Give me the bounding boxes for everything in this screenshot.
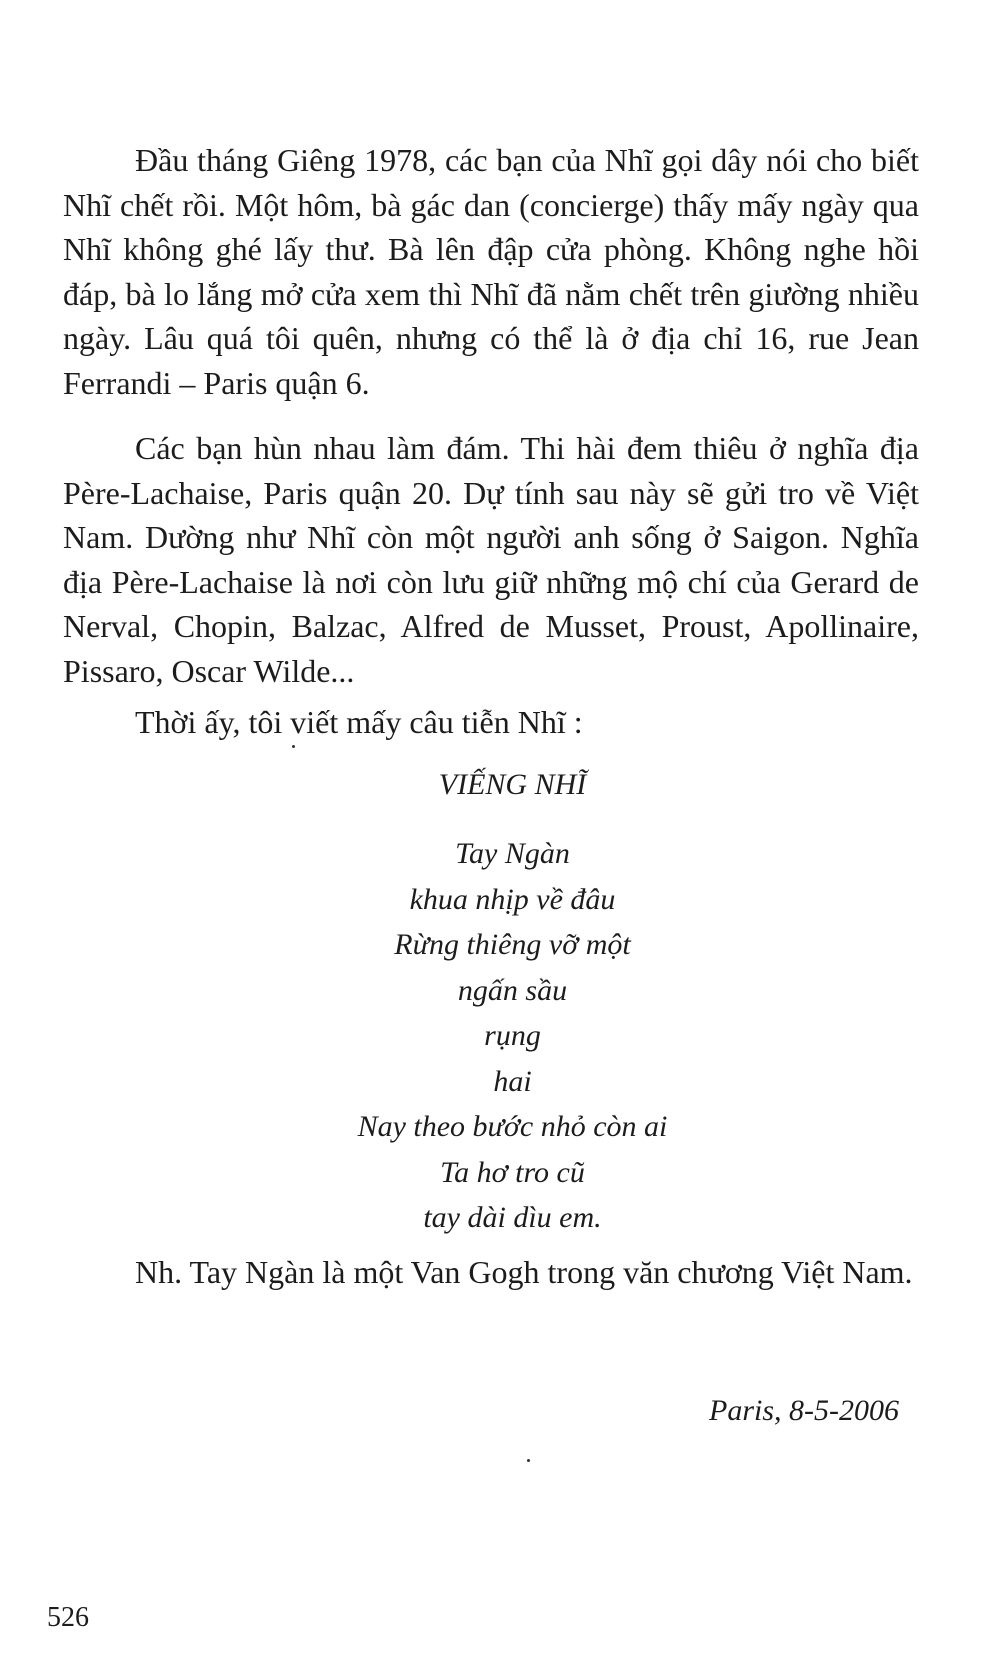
poem-line: Ta hơ tro cũ [440,1155,585,1189]
poem-line: Rừng thiêng vỡ một [394,928,631,961]
poem-line: hai [493,1064,532,1098]
poem-body [0,831,995,1241]
paragraph-death-notice: Đầu tháng Giêng 1978, các bạn của Nhĩ gọi dây nói cho biết Nhĩ chết rồi. Một hôm, bà gác dan (concierge) thấy mấy ngày qua Nhĩ không ghé lấy thư. Bà lên đập cửa phòng. Không nghe hồi đáp, bà lo lắng mở cửa xem thì Nhĩ đã nằm chết trên giường nhiều ngày. Lâu quá tôi quên, nhưng có thể là ở địa chỉ 16, rue Jean Ferrandi – Paris quận 6. [63,142,919,401]
scan-speck [292,745,295,748]
poem-title: VIẾNG NHĨ [438,768,587,801]
page-number: 526 [47,1602,89,1633]
poem-line: tay dài dìu em. [423,1201,602,1234]
poem-line: ngấn sầu [457,973,568,1007]
paragraph-closing-remark: Nh. Tay Ngàn là một Van Gogh trong văn chương Việt Nam. [135,1254,913,1290]
poem-line: rụng [484,1019,541,1052]
poem-line: khua nhịp về đâu [409,882,616,916]
scan-speck [527,1459,530,1462]
paragraph-funeral: Các bạn hùn nhau làm đám. Thi hài đem thiêu ở nghĩa địa Père-Lachaise, Paris quận 20. Dự tính sau này sẽ gửi tro về Việt Nam. Dường như Nhĩ còn một người anh sống ở Saigon. Nghĩa địa Père-Lachaise là nơi còn lưu giữ những mộ chí của Gerard de Nerval, Chopin, Balzac, Alfred de Musset, Proust, Apollinaire, Pissaro, Oscar Wilde... [63,430,919,689]
paragraph-poem-intro: Thời ấy, tôi viết mấy câu tiễn Nhĩ : [135,704,583,740]
place-date-signoff: Paris, 8-5-2006 [709,1394,899,1427]
poem-line: Tay Ngàn [455,837,570,870]
poem-line: Nay theo bước nhỏ còn ai [357,1110,668,1143]
